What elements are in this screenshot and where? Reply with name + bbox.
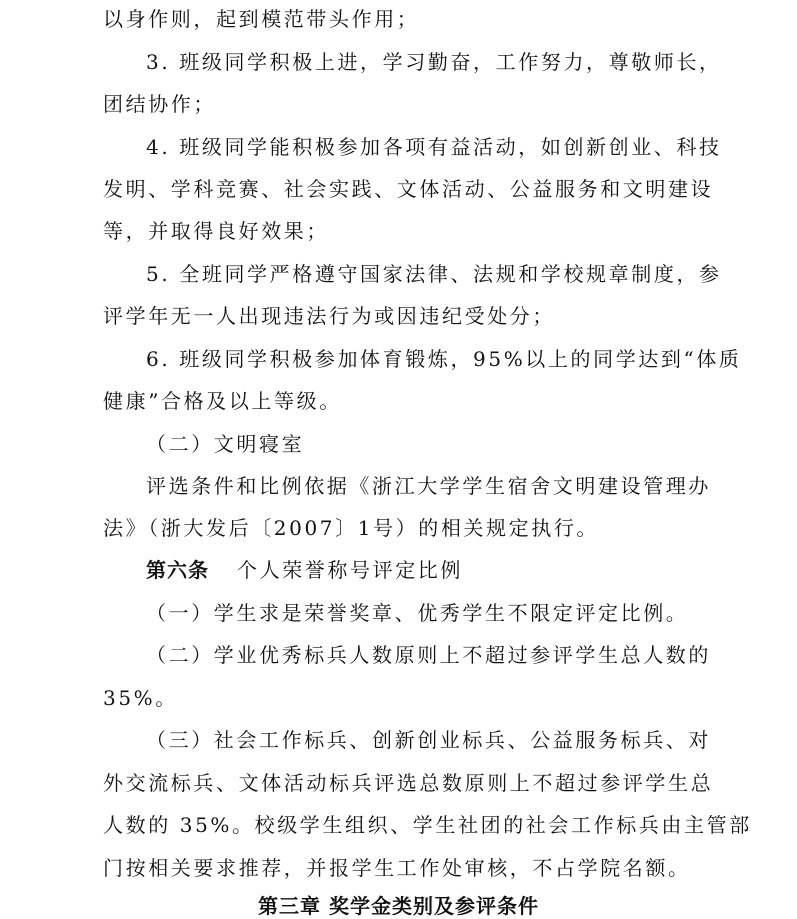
article-title: 个人荣誉称号评定比例 <box>237 558 463 582</box>
paragraph-line: 门按相关要求推荐，并报学生工作处审核，不占学院名额。 <box>103 856 691 880</box>
chapter-heading: 第三章 奖学金类别及参评条件 <box>258 894 539 918</box>
paragraph-line: 发明、学科竞赛、社会实践、文体活动、公益服务和文明建设 <box>103 177 714 201</box>
paragraph-line: （一）学生求是荣誉奖章、优秀学生不限定评定比例。 <box>146 601 689 625</box>
paragraph-line: （三）社会工作标兵、创新创业标兵、公益服务标兵、对 <box>146 728 711 752</box>
section-heading: （二）文明寝室 <box>146 432 305 456</box>
paragraph-line: （二）学业优秀标兵人数原则上不超过参评学生总人数的 <box>146 643 711 667</box>
paragraph-line: 以身作则，起到模范带头作用； <box>103 7 420 31</box>
paragraph-line: 3. 班级同学积极上进，学习勤奋，工作努力，尊敬师长， <box>146 50 722 74</box>
article-label: 第六条 <box>146 558 209 582</box>
paragraph-line: 5. 全班同学严格遵守国家法律、法规和学校规章制度，参 <box>146 262 722 286</box>
paragraph-line: 团结协作； <box>103 92 216 116</box>
paragraph-line: 35%。 <box>103 686 178 710</box>
paragraph-line: 外交流标兵、文体活动标兵评选总数原则上不超过参评学生总 <box>103 771 714 795</box>
paragraph-line: 评学年无一人出现违法行为或因违纪受处分； <box>103 304 555 328</box>
paragraph-line: 4. 班级同学能积极参加各项有益活动，如创新创业、科技 <box>146 135 722 159</box>
paragraph-line: 6. 班级同学积极参加体育锻炼，95%以上的同学达到“体质 <box>146 347 742 371</box>
paragraph-line: 健康”合格及以上等级。 <box>103 389 342 413</box>
paragraph-line: 等，并取得良好效果； <box>103 219 329 243</box>
article-heading <box>146 557 463 583</box>
paragraph-line: 法》（浙大发后〔2007〕1号）的相关规定执行。 <box>103 516 600 540</box>
paragraph-line: 评选条件和比例依据《浙江大学学生宿舍文明建设管理办 <box>146 474 711 498</box>
paragraph-line: 人数的 35%。校级学生组织、学生社团的社会工作标兵由主管部 <box>103 813 752 837</box>
